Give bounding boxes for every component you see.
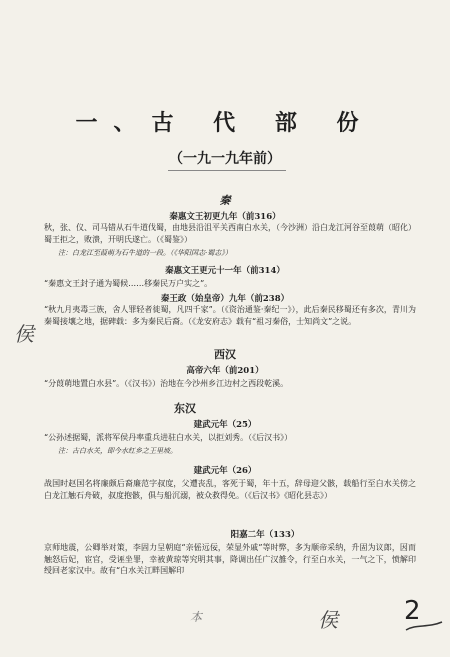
entry-text: “分葭萌地置白水县”。（《汉书》）治地在今沙州乡江边村之西段乾溪。 bbox=[44, 379, 289, 388]
entry-heading: 秦王政（始皇帝）九年（前238） bbox=[160, 294, 290, 304]
entry-text: 秋，张、仪、司马错从石牛道伐蜀，由地县沿沮平关西南白水关，（今沙洲）沿白龙江河谷至葭萌（昭化）蜀王拒之，败溃，开明氏遂亡。（《蜀鉴》） bbox=[44, 223, 416, 244]
page-title: 一、古 代 部 份 bbox=[75, 110, 375, 136]
margin-handwriting-left: 侯 bbox=[14, 322, 34, 346]
entry-text: 京师地震，公卿举对策，李固力呈朝庭“亲傜远佞，荣显外戚”等时弊，多为顺帝采纳，升固为议郎，因而触怒后妃，宦官，受诬坐罪，幸被黄琼等究明其事，降调出任广汉雒令，行至白水关，一气之下，愤解印绶回老家汉中。故有“白水关江畔国解印 bbox=[44, 543, 416, 575]
pen-stroke-mark bbox=[404, 604, 444, 634]
section-heading-qin: 秦 bbox=[219, 194, 231, 207]
entry-heading: 建武元年（25） bbox=[193, 420, 257, 430]
page-number: 2 bbox=[404, 596, 421, 626]
subtitle-underline bbox=[168, 170, 286, 171]
entry-heading: 秦惠文王初更九年（前316） bbox=[169, 212, 281, 222]
entry-text: “秋九月夷毒三族，舍人罪轻者徙蜀，凡四千家”。（《资治通鉴·秦纪一》），此后秦民移蜀还有多次，青川为秦蜀接壤之地，据碑载：多为秦民后裔。（《龙安府志》载有“祖习秦俗，士知尚文”之说。 bbox=[44, 305, 416, 326]
entry-heading: 高帝六年（前201） bbox=[186, 366, 264, 376]
entry-note: 注：古白水关，即今水红乡之王里坡。 bbox=[58, 447, 177, 455]
margin-handwriting-bottom-left: 本 bbox=[190, 610, 203, 624]
entry-heading: 秦惠文王更元十一年（前314） bbox=[165, 266, 285, 276]
entry-text: “公孙述据蜀，派将军侯丹率重兵进驻白水关，以拒刘秀。（《后汉书》） bbox=[44, 433, 293, 442]
entry-heading: 建武元年（26） bbox=[193, 466, 257, 476]
margin-handwriting-bottom: 侯 bbox=[318, 608, 338, 632]
section-heading-western-han: 西汉 bbox=[214, 348, 236, 361]
entry-text: “秦惠文王封子通为蜀候……移秦民万户实之”。 bbox=[44, 279, 213, 288]
page-subtitle: （一九一九年前） bbox=[169, 151, 281, 167]
entry-heading: 阳嘉二年（133） bbox=[230, 530, 300, 540]
section-heading-eastern-han: 东汉 bbox=[174, 402, 196, 415]
entry-text: 战国时赵国名将廉颇后裔廉范字叔度，父遭丧乱，客死于蜀，年十五，辞母迎父骸，载船行至白水关傍之白龙江触石舟破，叔度抱骸，俱与船沉溺，被众救得免。（《后汉书》《昭化县志》） bbox=[44, 479, 416, 500]
entry-note: 注：白龙江至葭萌为石牛道的一段。（《华阳国志·蜀志》） bbox=[58, 249, 232, 257]
